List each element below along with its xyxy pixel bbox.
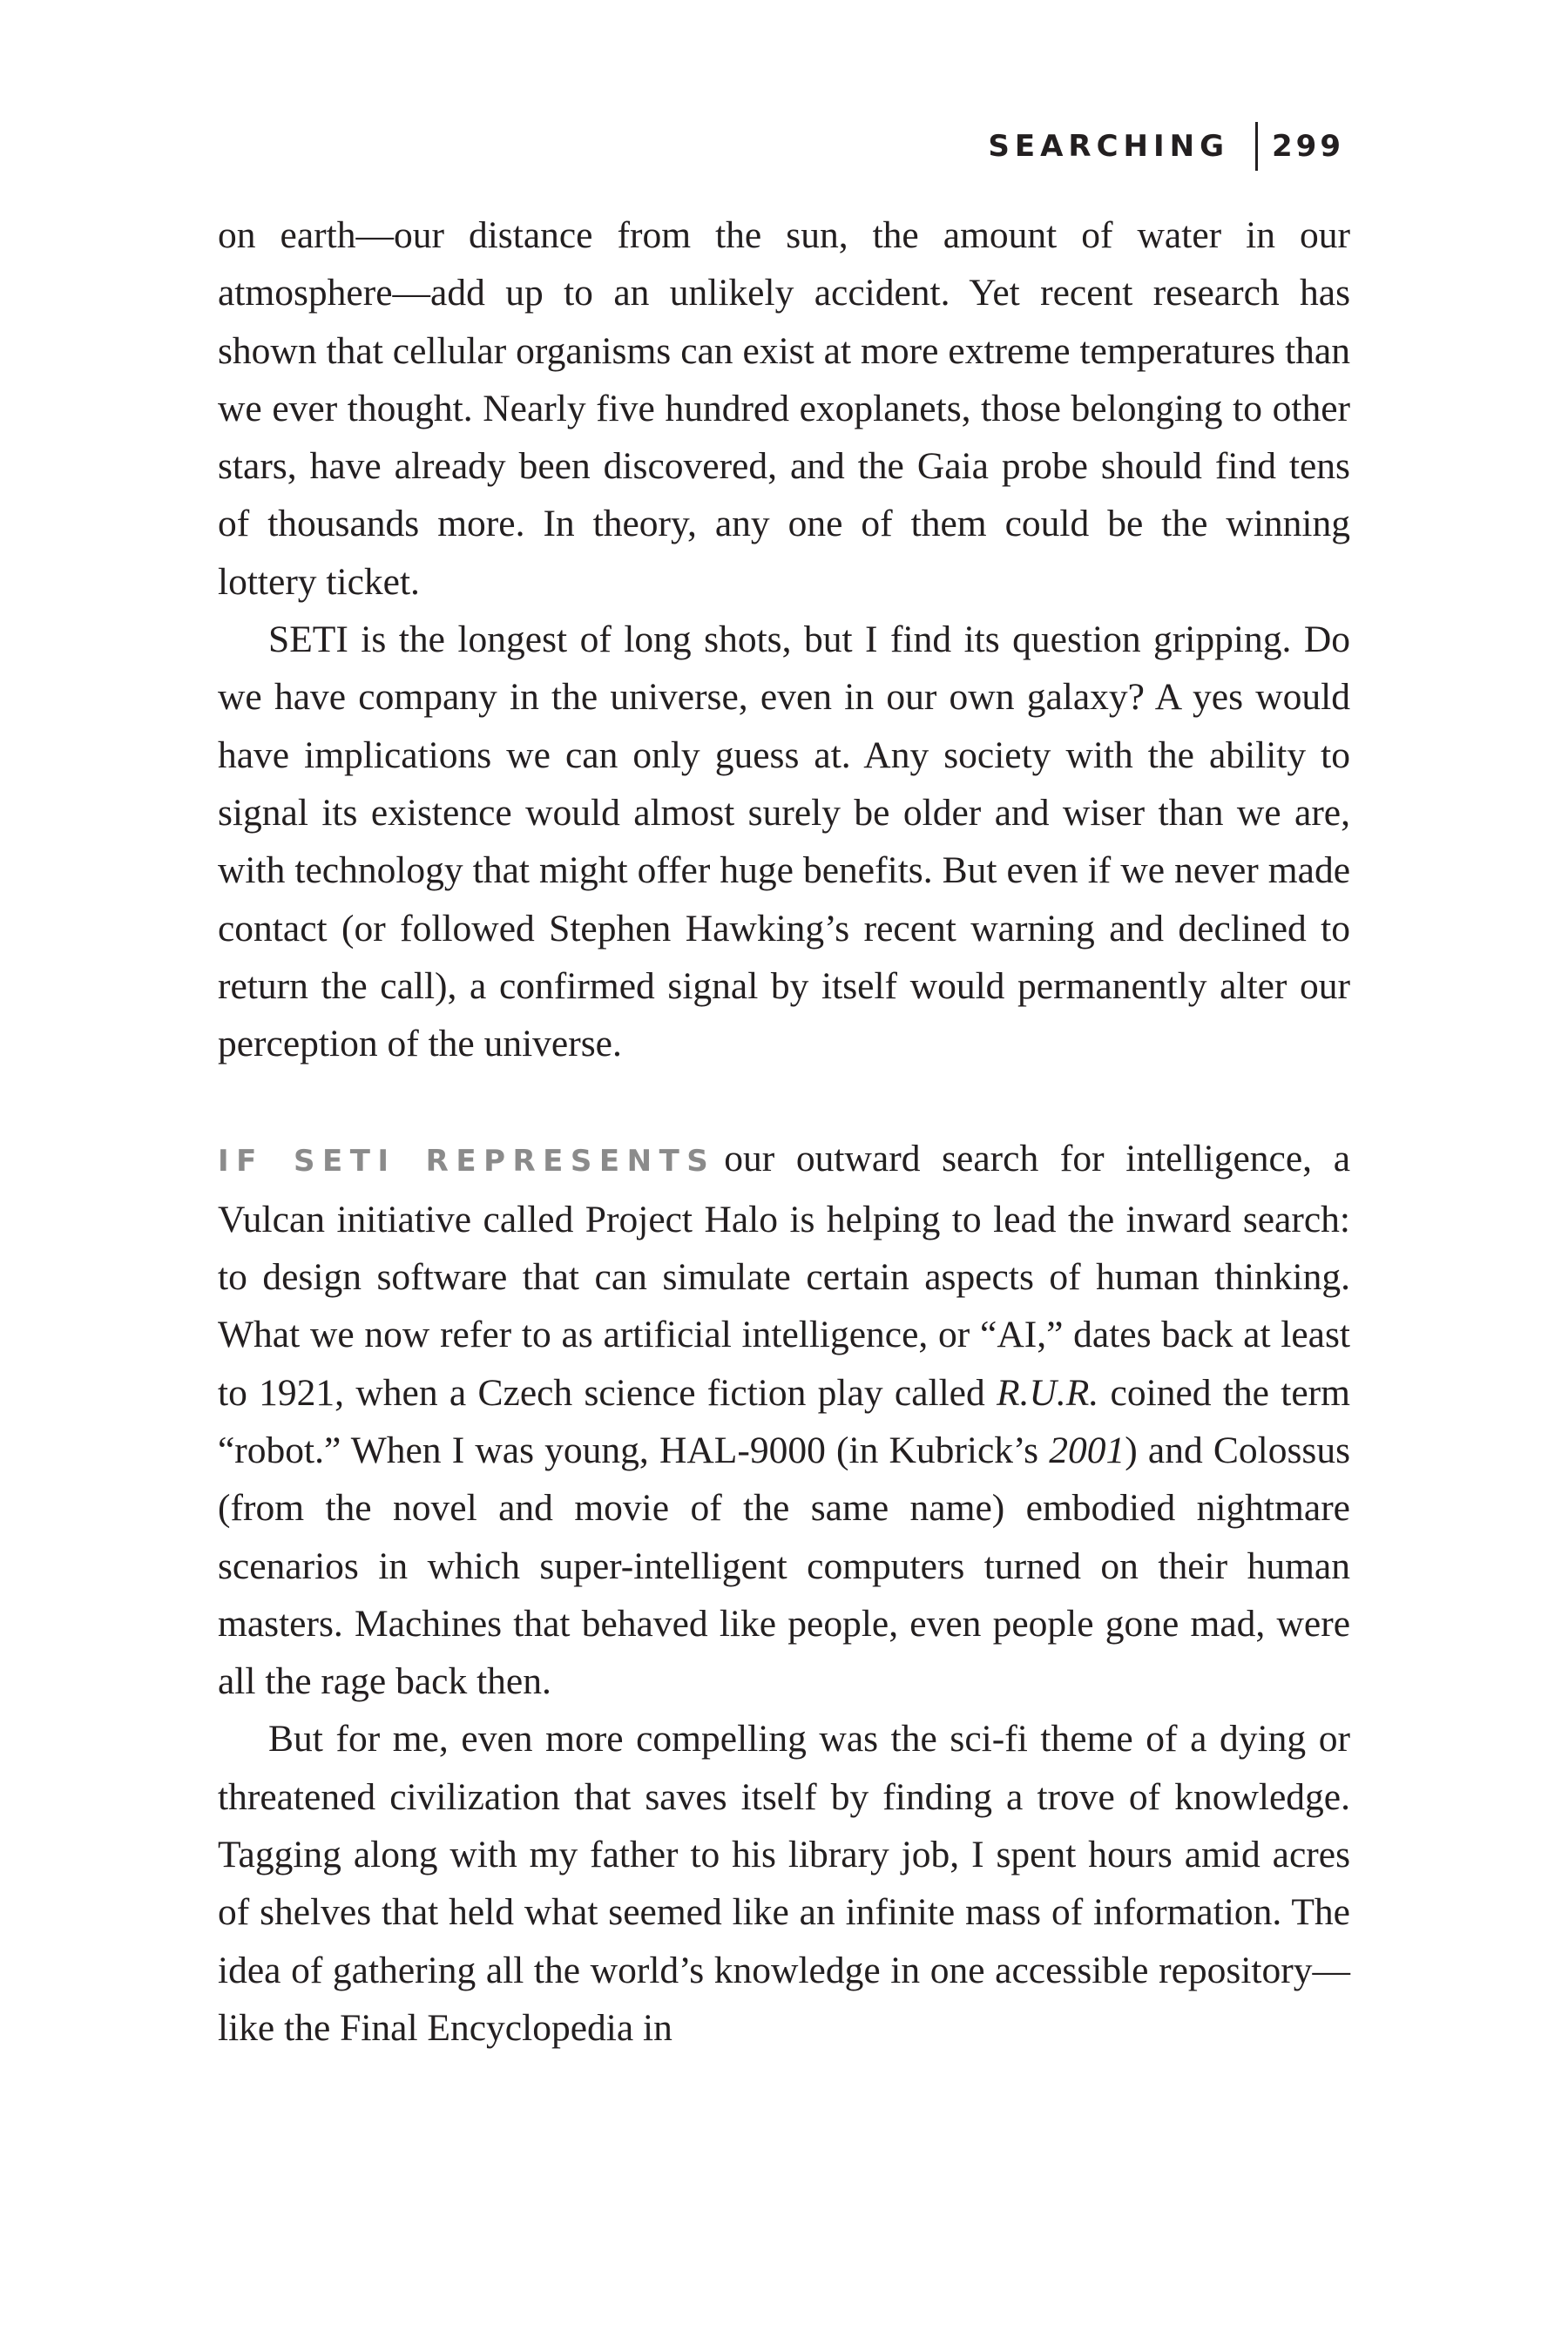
paragraph-2: SETI is the longest of long shots, but I find its question gripping. Do we have company in the universe, even in our own galaxy? A yes would have implications we can only guess at. Any society with the ability to signal its existence would almost surely be older and wiser than we are, with technology that might offer huge benefits. But even if we never made contact (or followed Stephen Hawking’s recent warning and declined to return the call), a confirmed signal by itself would permanently alter our perception of the universe.: [218, 618, 1350, 1065]
paragraph-3: [218, 1130, 1350, 1710]
italic-title-2001: 2001: [1049, 1429, 1125, 1471]
paragraph-3-text-c: ) and Colossus (from the novel and movie of the same name) embodied nightmare scenarios in which super-intelligent computers turned on their human masters. Machines that behaved like people, even people gone mad, were all the rage back then.: [218, 1429, 1350, 1703]
running-head-divider: [1255, 122, 1258, 171]
running-head-section-title: SEARCHING: [988, 129, 1230, 164]
page-number: 299: [1272, 129, 1344, 164]
running-head: [988, 122, 1344, 171]
paragraph-3-text-a: our outward search for intelligence, a Vulcan initiative called Project Halo is helping to lead the inward search: to design software that can simulate certain aspects of human thinking. What we now refer to as artificial intelligence, or “AI,” dates back at least to 1921, when a Czech science fiction play called: [218, 1138, 1350, 1414]
paragraph-1: on earth—our distance from the sun, the amount of water in our atmosphere—add up to an unlikely accident. Yet recent research has shown that cellular organisms can exist at more extreme temperatures than we ever thought. Nearly five hundred exoplanets, those belonging to other stars, have already been discovered, and the Gaia probe should find tens of thousands more. In theory, any one of them could be the winning lottery ticket.: [218, 214, 1350, 603]
italic-title-rur: R.U.R.: [997, 1371, 1099, 1414]
paragraph-4: But for me, even more compelling was the sci-fi theme of a dying or threatened civilization that saves itself by finding a trove of knowledge. Tagging along with my father to his library job, I spent hours amid acres of shelves that held what seemed like an infinite mass of information. The idea of gathering all the world’s knowledge in one accessible repository—like the Final Encyclopedia in: [218, 1718, 1350, 2049]
paragraph-3-text-b: coined the term “robot.” When I was young, HAL-9000 (in Kubrick’s: [218, 1371, 1350, 1471]
body-text: [218, 206, 1350, 2057]
section-lead-in: IF SETI REPRESENTS: [218, 1144, 716, 1179]
